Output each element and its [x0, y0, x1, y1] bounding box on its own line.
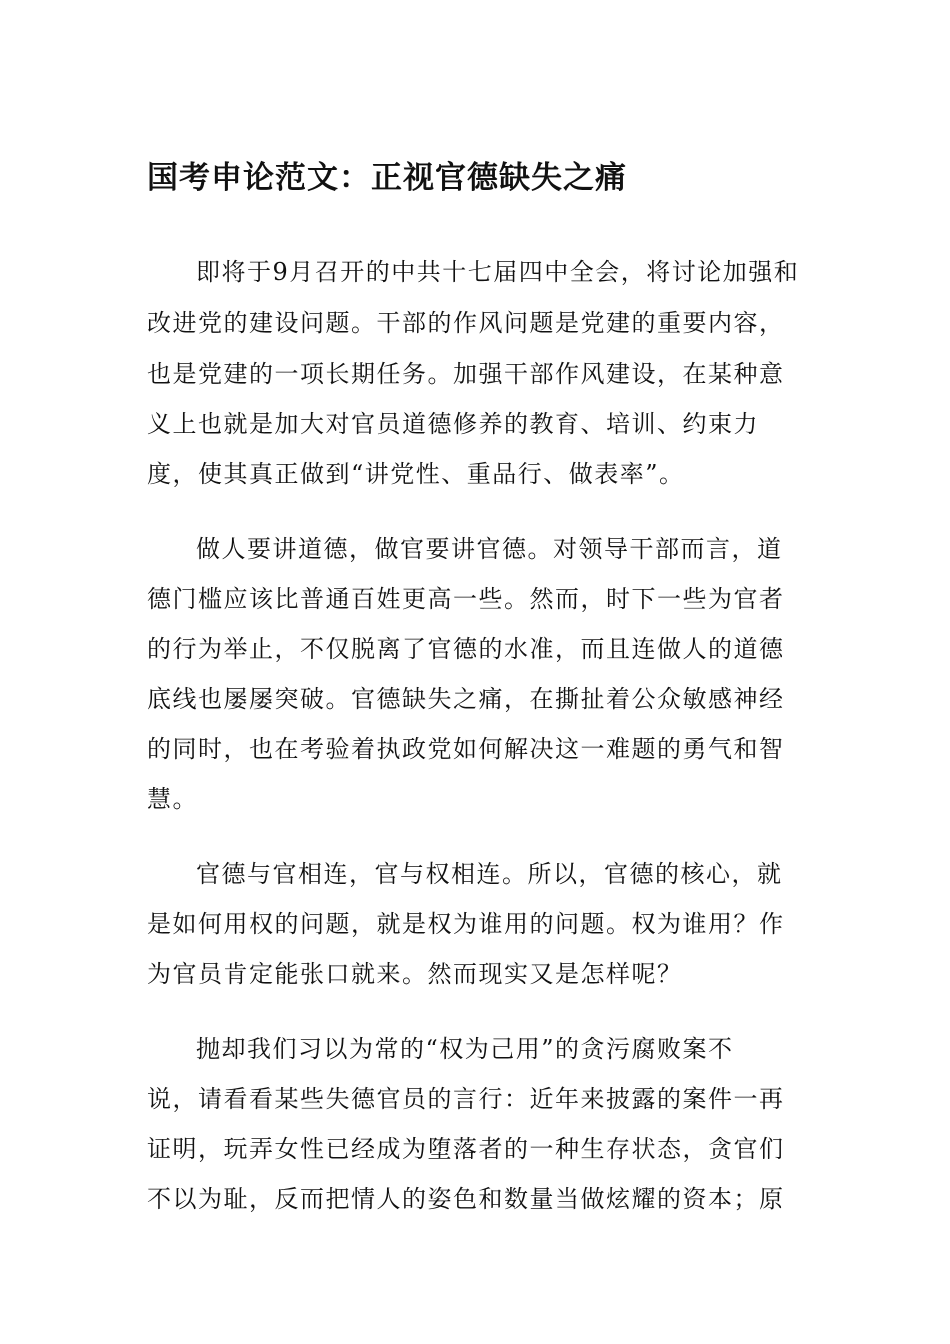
- paragraph-1-line-3: 也是党建的一项长期任务。加强干部作风建设，在某种意: [147, 360, 785, 388]
- paragraph-2-line-6: 慧。: [147, 785, 198, 813]
- paragraph-4-line-1: 抛却我们习以为常的“权为己用”的贪污腐败案不: [196, 1035, 734, 1063]
- paragraph-3-line-1: 官德与官相连，官与权相连。所以，官德的核心，就: [196, 860, 783, 888]
- paragraph-1-line-1: 即将于9月召开的中共十七届四中全会，将讨论加强和: [196, 258, 800, 286]
- paragraph-4-line-2: 说，请看看某些失德官员的言行：近年来披露的案件一再: [147, 1085, 785, 1113]
- paragraph-4-line-3: 证明，玩弄女性已经成为堕落者的一种生存状态，贪官们: [147, 1135, 785, 1163]
- paragraph-4-line-4: 不以为耻，反而把情人的姿色和数量当做炫耀的资本；原: [147, 1185, 785, 1213]
- paragraph-2-line-2: 德门槛应该比普通百姓更高一些。然而，时下一些为官者: [147, 585, 785, 613]
- paragraph-3-line-2: 是如何用权的问题，就是权为谁用的问题。权为谁用？作: [147, 910, 785, 938]
- paragraph-3-line-3: 为官员肯定能张口就来。然而现实又是怎样呢？: [147, 960, 683, 988]
- paragraph-2-line-3: 的行为举止，不仅脱离了官德的水准，而且连做人的道德: [147, 635, 785, 663]
- paragraph-2-line-1: 做人要讲道德，做官要讲官德。对领导干部而言，道: [196, 535, 783, 563]
- paragraph-2-line-4: 底线也屡屡突破。官德缺失之痛，在撕扯着公众敏感神经: [147, 685, 785, 713]
- document-title: 国考申论范文：正视官德缺失之痛: [147, 160, 627, 196]
- paragraph-1-line-2: 改进党的建设问题。干部的作风问题是党建的重要内容，: [147, 309, 785, 337]
- paragraph-1-line-5: 度，使其真正做到“讲党性、重品行、做表率”。: [147, 460, 685, 488]
- paragraph-2-line-5: 的同时，也在考验着执政党如何解决这一难题的勇气和智: [147, 735, 785, 763]
- paragraph-1-line-4: 义上也就是加大对官员道德修养的教育、培训、约束力: [147, 410, 759, 438]
